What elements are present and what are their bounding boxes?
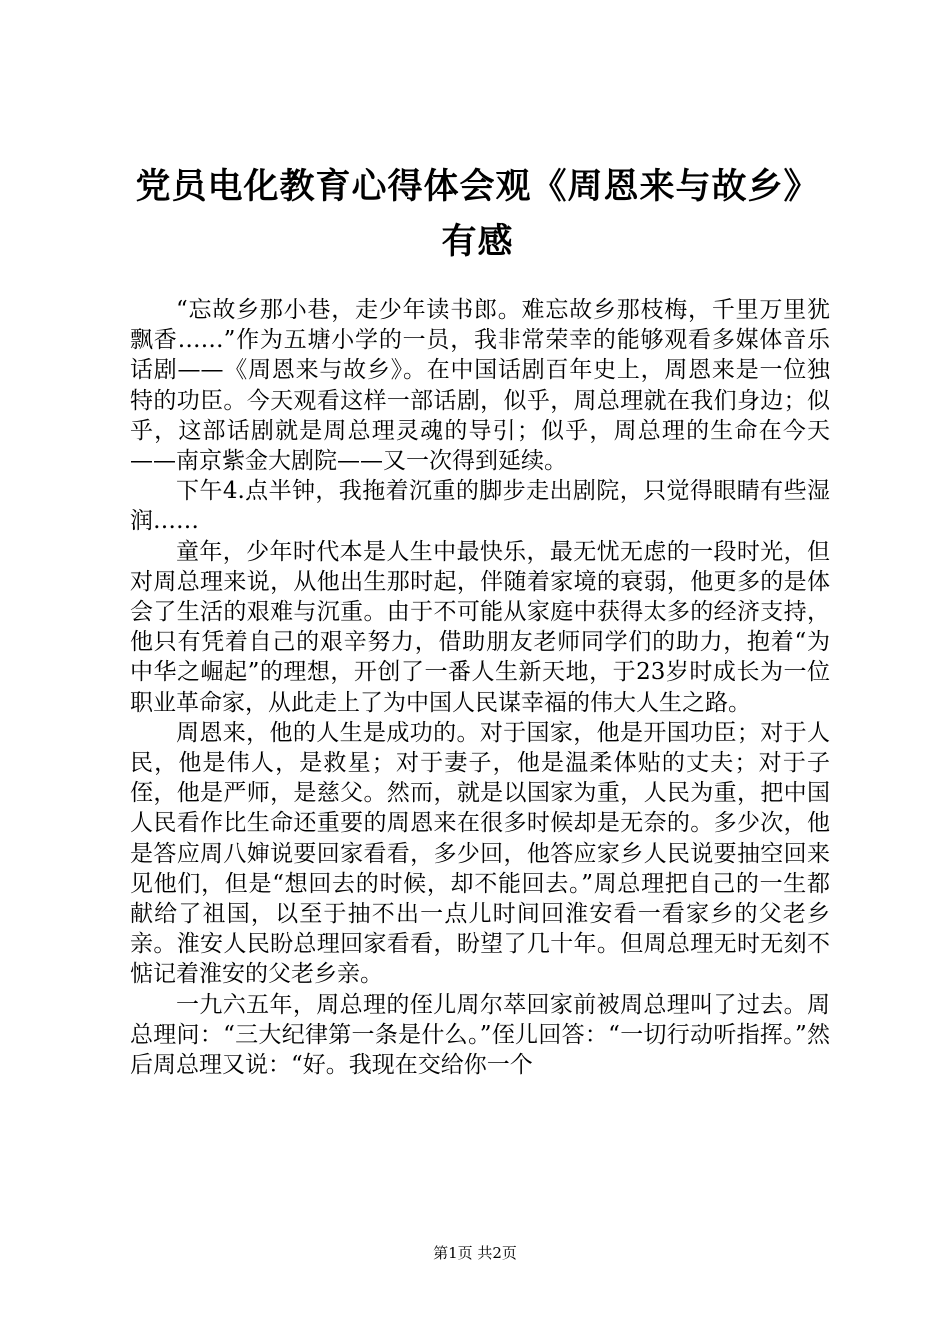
document-body xyxy=(130,295,830,1080)
paragraph: 一九六五年，周总理的侄儿周尔萃回家前被周总理叫了过去。周总理问：“三大纪律第一条是什么。”侄儿回答：“一切行动听指挥。”然后周总理又说：“好。我现在交给你一个 xyxy=(130,991,830,1079)
document-title: 党员电化教育心得体会观《周恩来与故乡》有感 xyxy=(135,167,820,262)
page-footer: 第1页 共2页 xyxy=(433,1244,517,1262)
paragraph: 童年，少年时代本是人生中最快乐，最无忧无虑的一段时光，但对周总理来说，从他出生那时起，伴随着家境的衰弱，他更多的是体会了生活的艰难与沉重。由于不可能从家庭中获得太多的经济支持，他只有凭着自己的艰辛努力，借助朋友老师同学们的助力，抱着“为中华之崛起”的理想，开创了一番人生新天地，于23岁时成长为一位职业革命家，从此走上了为中国人民谋幸福的伟大人生之路。 xyxy=(130,538,830,716)
paragraph: 周恩来，他的人生是成功的。对于国家，他是开国功臣；对于人民，他是伟人，是救星；对于妻子，他是温柔体贴的丈夫；对于子侄，他是严师，是慈父。然而，就是以国家为重，人民为重，把中国人民看作比生命还重要的周恩来在很多时候却是无奈的。多少次，他是答应周八婶说要回家看看，多少回，他答应家乡人民说要抽空回来见他们，但是“想回去的时候，却不能回去。”周总理把自己的一生都献给了祖国，以至于抽不出一点儿时间回淮安看一看家乡的父老乡亲。淮安人民盼总理回家看看，盼望了几十年。但周总理无时无刻不惦记着淮安的父老乡亲。 xyxy=(130,719,830,988)
paragraph: 下午4.点半钟，我拖着沉重的脚步走出剧院，只觉得眼睛有些湿润…… xyxy=(130,478,830,535)
paragraph: “忘故乡那小巷，走少年读书郎。难忘故乡那枝梅，千里万里犹飘香……”作为五塘小学的一员，我非常荣幸的能够观看多媒体音乐话剧——《周恩来与故乡》。在中国话剧百年史上，周恩来是一位独特的功臣。今天观看这样一部话剧，似乎，周总理就在我们身边；似乎，这部话剧就是周总理灵魂的导引；似乎，周总理的生命在今天——南京紫金大剧院——又一次得到延续。 xyxy=(130,297,830,475)
